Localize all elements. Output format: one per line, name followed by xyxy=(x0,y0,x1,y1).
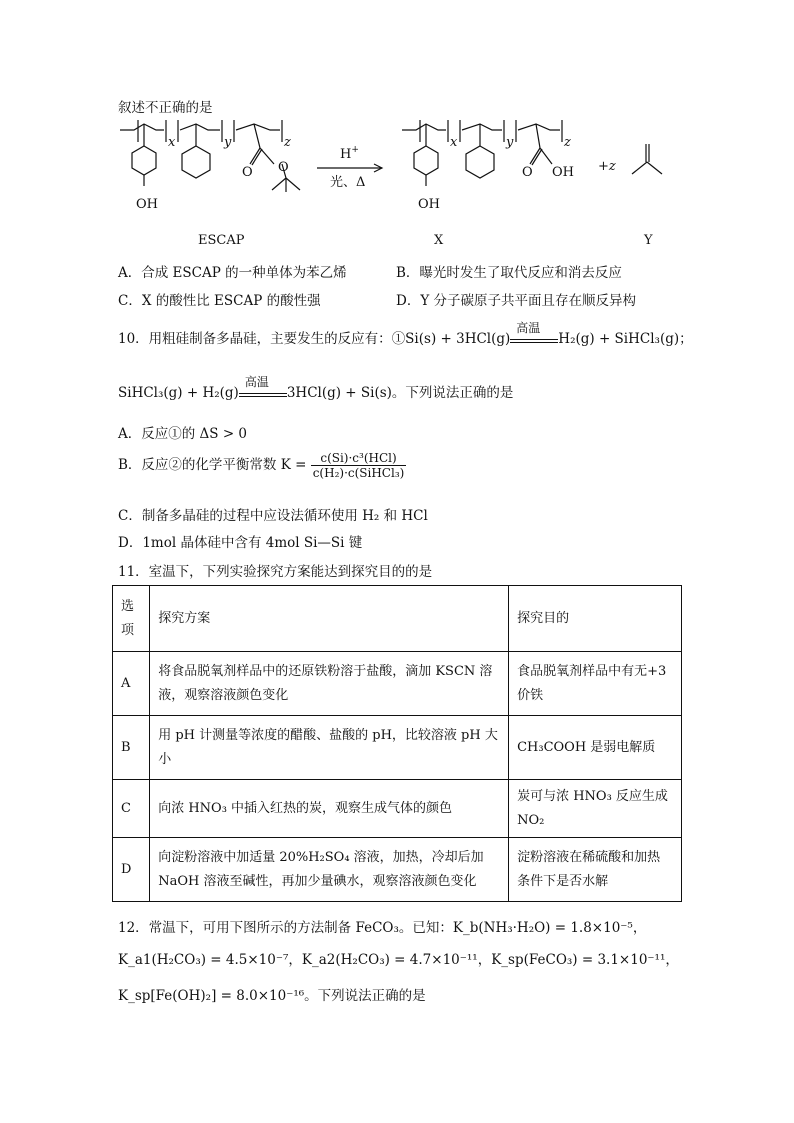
fraction-numerator: c(Si)·c³(HCl) xyxy=(311,451,407,466)
q9-option-d: D．Y 分子碳原子共平面且存在顺反异构 xyxy=(396,293,637,309)
benzene-ring-left xyxy=(182,146,210,178)
table-row xyxy=(113,652,682,716)
sub-y-left: y xyxy=(224,135,232,150)
q11-table xyxy=(112,585,682,902)
label-y: Y xyxy=(644,233,653,248)
reagent-light-heat: 光、Δ xyxy=(330,175,366,190)
escap-ester-o: O xyxy=(278,160,289,175)
plus-z: +z xyxy=(598,159,616,174)
q10-option-c: C．制备多晶硅的过程中应设法循环使用 H₂ 和 HCl xyxy=(118,508,428,524)
sub-x-right: x xyxy=(450,135,458,150)
sub-z-left: z xyxy=(284,135,291,150)
row-c-option: C xyxy=(113,780,150,838)
row-a-option: A xyxy=(113,652,150,716)
phenol-ring-left xyxy=(132,146,156,175)
label-escap: ESCAP xyxy=(198,233,245,248)
row-a-goal: 食品脱氧剂样品中有无+3 价铁 xyxy=(509,652,682,716)
table-row xyxy=(113,838,682,902)
sub-z-right: z xyxy=(564,135,571,150)
q10-rxn2-right: 3HCl(g) + Si(s)。下列说法正确的是 xyxy=(286,385,514,401)
x-acid-o: O xyxy=(522,165,533,180)
row-b-goal: CH₃COOH 是弱电解质 xyxy=(509,716,682,780)
q10-stem-text: 10．用粗硅制备多晶硅，主要发生的反应有： xyxy=(118,331,392,347)
q9-stem-tail: 叙述不正确的是 xyxy=(118,100,213,116)
q9-option-b: B．曝光时发生了取代反应和消去反应 xyxy=(396,265,622,281)
q10-option-a: A．反应①的 ΔS > 0 xyxy=(118,426,248,442)
table-header-row xyxy=(113,586,682,652)
label-x: X xyxy=(434,233,444,248)
row-d-option: D xyxy=(113,838,150,902)
q10-rxn2-condition: 高温 xyxy=(244,374,269,389)
q10-rxn2 xyxy=(118,374,514,403)
row-a-plan: 将食品脱氧剂样品中的还原铁粉溶于盐酸，滴加 KSCN 溶液，观察溶液颜色变化 xyxy=(150,652,509,716)
q12-line-1: 12．常温下，可用下图所示的方法制备 FeCO₃。已知：K_b(NH₃·H₂O) = 1.8×10⁻⁵， xyxy=(118,920,647,936)
phenol-ring-right xyxy=(414,146,438,175)
q11-stem: 11．室温下，下列实验探究方案能达到探究目的的是 xyxy=(118,564,433,580)
table-row xyxy=(113,780,682,838)
escap-backbone-1 xyxy=(120,124,164,130)
q10-rxn1-right: H₂(g) + SiHCl₃(g)； xyxy=(558,331,693,347)
q9-option-a: A．合成 ESCAP 的一种单体为苯乙烯 xyxy=(118,265,347,281)
q12-line-3: K_sp[Fe(OH)₂] = 8.0×10⁻¹⁶。下列说法正确的是 xyxy=(118,988,426,1004)
row-d-plan: 向淀粉溶液中加适量 20%H₂SO₄ 溶液，加热，冷却后加 NaOH 溶液至碱性，再加少量碘水，观察溶液颜色变化 xyxy=(150,838,509,902)
row-c-goal: 炭可与浓 HNO₃ 反应生成 NO₂ xyxy=(509,780,682,838)
x-acid-oh: OH xyxy=(552,165,574,180)
header-option: 选项 xyxy=(113,586,150,652)
reagent-h-plus: H+ xyxy=(340,145,359,162)
row-b-plan: 用 pH 计测量等浓度的醋酸、盐酸的 pH，比较溶液 pH 大小 xyxy=(150,716,509,780)
header-goal: 探究目的 xyxy=(509,586,682,652)
q12-line-2: K_a1(H₂CO₃) = 4.5×10⁻⁷，K_a2(H₂CO₃) = 4.7×10⁻¹¹，K_sp(FeCO₃) = 3.1×10⁻¹¹， xyxy=(118,952,679,968)
table-row xyxy=(113,716,682,780)
fraction-denominator: c(H₂)·c(SiHCl₃) xyxy=(312,466,405,480)
row-c-plan: 向浓 HNO₃ 中插入红热的炭，观察生成气体的颜色 xyxy=(150,780,509,838)
reaction-scheme xyxy=(112,118,692,253)
benzene-ring-right xyxy=(466,146,494,178)
q10-rxn1-condition: 高温 xyxy=(516,320,541,335)
q10-option-d: D．1mol 晶体硅中含有 4mol Si—Si 键 xyxy=(118,535,363,551)
header-plan: 探究方案 xyxy=(150,586,509,652)
sub-x-left: x xyxy=(168,135,176,150)
q10-rxn1-arrow xyxy=(510,320,558,349)
q10-option-b xyxy=(118,451,406,480)
q10-rxn1-left: ①Si(s) + 3HCl(g) xyxy=(391,331,511,347)
escap-ketone-o: O xyxy=(242,165,253,180)
x-oh: OH xyxy=(418,197,440,212)
row-b-option: B xyxy=(113,716,150,780)
q10-rxn2-arrow xyxy=(239,374,287,403)
escap-oh: OH xyxy=(136,197,158,212)
q10-stem xyxy=(118,320,693,349)
reaction-scheme-drawing xyxy=(112,118,692,253)
q10-rxn2-left: SiHCl₃(g) + H₂(g) xyxy=(118,385,239,401)
q9-option-c: C．X 的酸性比 ESCAP 的酸性强 xyxy=(118,293,321,309)
sub-y-right: y xyxy=(506,135,514,150)
row-d-goal: 淀粉溶液在稀硫酸和加热条件下是否水解 xyxy=(509,838,682,902)
equilibrium-constant-fraction xyxy=(311,451,407,480)
q10-option-b-prefix: B．反应②的化学平衡常数 K = xyxy=(118,457,307,473)
